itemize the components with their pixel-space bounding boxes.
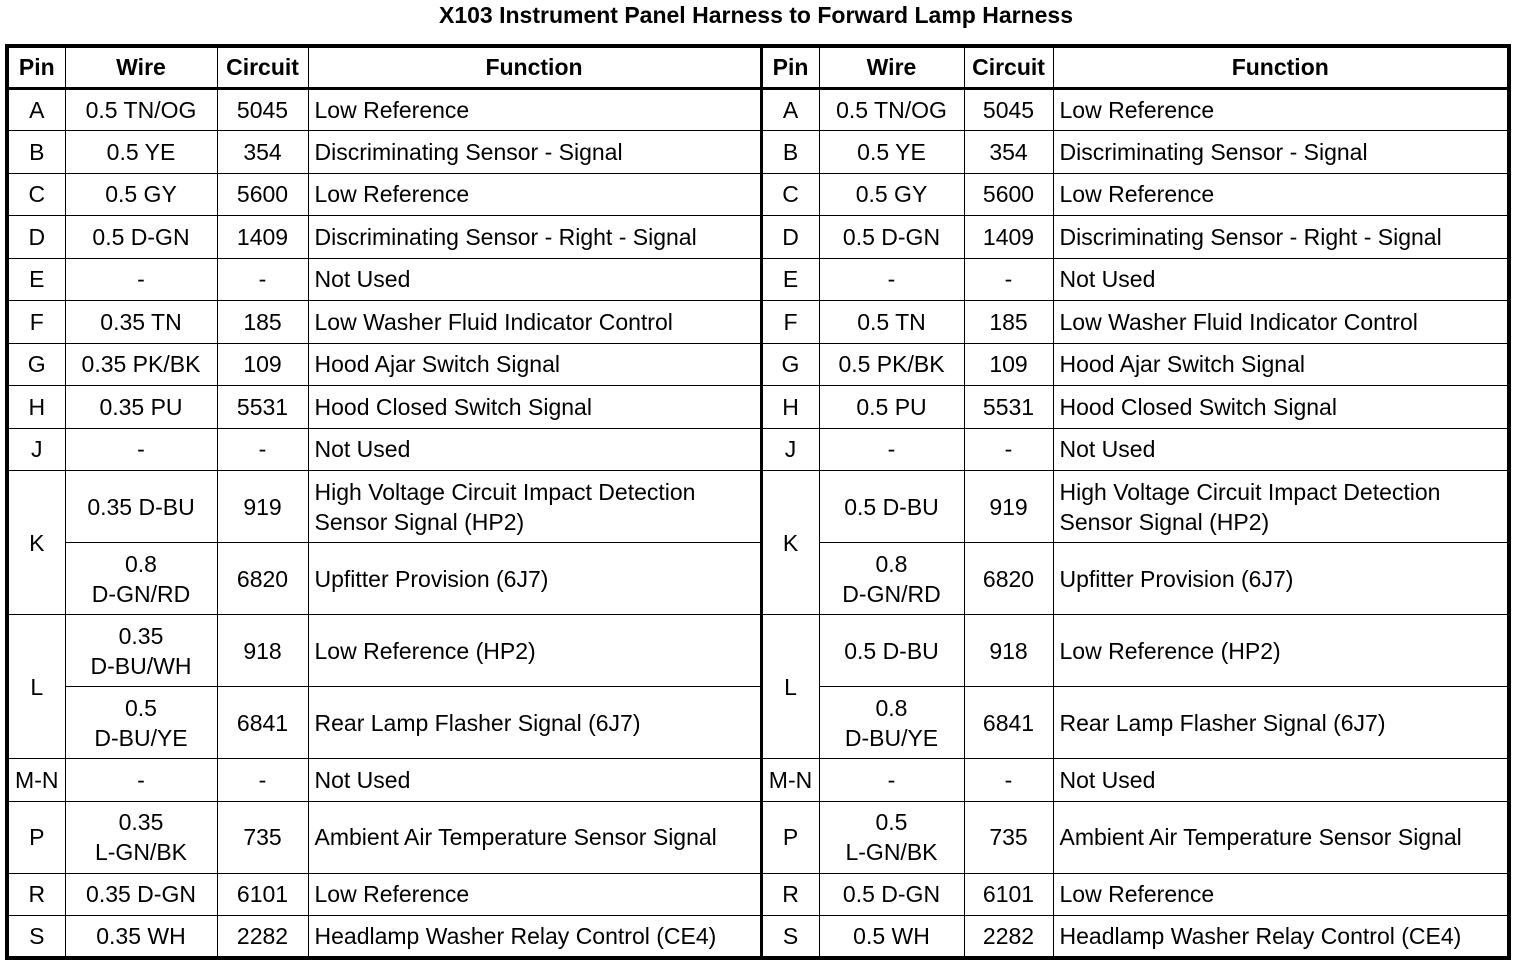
pin-cell: B bbox=[7, 131, 65, 174]
function-cell: Rear Lamp Flasher Signal (6J7) bbox=[1053, 687, 1509, 759]
function-cell: Low Reference (HP2) bbox=[1053, 615, 1509, 687]
circuit-cell: 735 bbox=[217, 801, 308, 873]
table-row bbox=[7, 471, 1509, 543]
function-cell: Ambient Air Temperature Sensor Signal bbox=[1053, 801, 1509, 873]
circuit-cell: 354 bbox=[964, 131, 1053, 174]
wire-cell: - bbox=[819, 258, 964, 301]
function-cell: Low Reference bbox=[1053, 873, 1509, 916]
pin-cell: K bbox=[7, 471, 65, 615]
wire-cell: - bbox=[819, 428, 964, 471]
pin-cell: G bbox=[761, 343, 819, 386]
circuit-cell: 5045 bbox=[217, 88, 308, 131]
function-cell: Hood Ajar Switch Signal bbox=[308, 343, 761, 386]
wire-cell: - bbox=[65, 258, 217, 301]
circuit-cell: - bbox=[964, 759, 1053, 802]
circuit-cell: - bbox=[217, 428, 308, 471]
header-pin: Pin bbox=[761, 46, 819, 88]
function-cell: Discriminating Sensor - Right - Signal bbox=[308, 216, 761, 259]
page-title: X103 Instrument Panel Harness to Forward Lamp Harness bbox=[439, 2, 1073, 28]
circuit-cell: 5531 bbox=[217, 386, 308, 429]
pin-cell: R bbox=[761, 873, 819, 916]
wire-cell: - bbox=[819, 759, 964, 802]
circuit-cell: 919 bbox=[964, 471, 1053, 543]
table-row bbox=[7, 301, 1509, 344]
wire-cell-line: L-GN/BK bbox=[94, 839, 188, 865]
circuit-cell: 5600 bbox=[217, 173, 308, 216]
table-row bbox=[7, 386, 1509, 429]
table-row bbox=[7, 258, 1509, 301]
pin-cell: S bbox=[761, 916, 819, 959]
circuit-cell: - bbox=[217, 258, 308, 301]
wire-cell: 0.35 D-GN bbox=[65, 873, 217, 916]
pin-cell: K bbox=[761, 471, 819, 615]
function-cell: Discriminating Sensor - Signal bbox=[1053, 131, 1509, 174]
function-cell: Low Reference bbox=[308, 88, 761, 131]
pin-cell: D bbox=[761, 216, 819, 259]
wire-cell: 0.35 D-BU bbox=[65, 471, 217, 543]
wire-cell-line: D-BU/YE bbox=[94, 724, 188, 751]
pin-cell: M-N bbox=[7, 759, 65, 802]
wire-cell-line: 0.35 bbox=[118, 809, 164, 835]
circuit-cell: 185 bbox=[217, 301, 308, 344]
header-wire: Wire bbox=[65, 46, 217, 88]
circuit-cell: 109 bbox=[217, 343, 308, 386]
function-cell: Not Used bbox=[1053, 759, 1509, 802]
pin-cell: C bbox=[761, 173, 819, 216]
wire-cell-line: D-GN/RD bbox=[842, 580, 941, 607]
wire-cell-line: 0.5 bbox=[875, 809, 908, 835]
pin-cell: J bbox=[761, 428, 819, 471]
circuit-cell: 6841 bbox=[217, 687, 308, 759]
table-row bbox=[7, 131, 1509, 174]
wire-cell-line: 0.5 bbox=[125, 694, 157, 721]
function-cell: Low Reference bbox=[1053, 88, 1509, 131]
wire-cell-line: 0.8 bbox=[875, 550, 908, 577]
wire-cell: 0.35 WH bbox=[65, 916, 217, 959]
function-cell: Discriminating Sensor - Signal bbox=[308, 131, 761, 174]
wire-cell: 0.5 TN bbox=[819, 301, 964, 344]
table-row bbox=[7, 216, 1509, 259]
table-row bbox=[7, 543, 1509, 615]
function-cell: Low Reference (HP2) bbox=[308, 615, 761, 687]
function-cell: Low Reference bbox=[1053, 173, 1509, 216]
function-cell: Not Used bbox=[1053, 428, 1509, 471]
circuit-cell: 1409 bbox=[964, 216, 1053, 259]
function-cell: Hood Ajar Switch Signal bbox=[1053, 343, 1509, 386]
pin-cell: D bbox=[7, 216, 65, 259]
pin-cell: G bbox=[7, 343, 65, 386]
pin-cell: C bbox=[7, 173, 65, 216]
pin-cell: M-N bbox=[761, 759, 819, 802]
pin-cell: E bbox=[761, 258, 819, 301]
table-row bbox=[7, 428, 1509, 471]
pin-cell: P bbox=[7, 801, 65, 873]
pin-cell: F bbox=[7, 301, 65, 344]
connector-table bbox=[5, 44, 1511, 960]
wire-cell-line: L-GN/BK bbox=[845, 839, 938, 865]
wire-cell: 0.35 PK/BK bbox=[65, 343, 217, 386]
function-cell-line: Sensor Signal (HP2) bbox=[314, 508, 525, 535]
header-row bbox=[7, 46, 1509, 88]
function-cell-line: Sensor Signal (HP2) bbox=[1059, 508, 1270, 535]
circuit-cell: 735 bbox=[964, 801, 1053, 873]
function-cell: Upfitter Provision (6J7) bbox=[1053, 543, 1509, 615]
wire-cell: 0.35 TN bbox=[65, 301, 217, 344]
wire-cell: 0.5 YE bbox=[65, 131, 217, 174]
wire-cell: 0.35 PU bbox=[65, 386, 217, 429]
function-cell: Low Reference bbox=[308, 173, 761, 216]
table-row bbox=[7, 801, 1509, 873]
wire-cell: - bbox=[65, 428, 217, 471]
circuit-cell: 2282 bbox=[217, 916, 308, 959]
pin-cell: P bbox=[761, 801, 819, 873]
pin-cell: B bbox=[761, 131, 819, 174]
circuit-cell: 6841 bbox=[964, 687, 1053, 759]
function-cell: Headlamp Washer Relay Control (CE4) bbox=[308, 916, 761, 959]
function-cell: Low Reference bbox=[308, 873, 761, 916]
pin-cell: R bbox=[7, 873, 65, 916]
wire-cell bbox=[65, 801, 217, 873]
circuit-cell: 6820 bbox=[217, 543, 308, 615]
function-cell: Low Washer Fluid Indicator Control bbox=[1053, 301, 1509, 344]
wire-cell: - bbox=[65, 759, 217, 802]
wire-cell: 0.5 WH bbox=[819, 916, 964, 959]
pin-cell: A bbox=[761, 88, 819, 131]
function-cell: Hood Closed Switch Signal bbox=[308, 386, 761, 429]
table-row bbox=[7, 687, 1509, 759]
header-pin: Pin bbox=[7, 46, 65, 88]
table-row bbox=[7, 873, 1509, 916]
wire-cell bbox=[819, 687, 964, 759]
pin-cell: H bbox=[7, 386, 65, 429]
pin-cell: E bbox=[7, 258, 65, 301]
wire-cell bbox=[65, 543, 217, 615]
wire-cell bbox=[65, 687, 217, 759]
function-cell-line: High Voltage Circuit Impact Detection bbox=[314, 478, 696, 505]
function-cell-line: High Voltage Circuit Impact Detection bbox=[1059, 478, 1441, 505]
function-cell: Ambient Air Temperature Sensor Signal bbox=[308, 801, 761, 873]
pin-cell: L bbox=[7, 615, 65, 759]
table-row bbox=[7, 88, 1509, 131]
function-cell bbox=[1053, 471, 1509, 543]
pin-cell: L bbox=[761, 615, 819, 759]
wire-cell-line: D-BU/YE bbox=[844, 724, 939, 751]
table-row bbox=[7, 615, 1509, 687]
wire-cell: 0.5 D-BU bbox=[819, 615, 964, 687]
wire-cell: 0.5 D-GN bbox=[819, 216, 964, 259]
wire-cell: 0.5 D-GN bbox=[819, 873, 964, 916]
wire-cell-line: D-GN/RD bbox=[91, 580, 191, 607]
wire-cell: 0.5 TN/OG bbox=[819, 88, 964, 131]
circuit-cell: 1409 bbox=[217, 216, 308, 259]
wire-cell-line: 0.8 bbox=[875, 694, 908, 721]
header-circuit: Circuit bbox=[217, 46, 308, 88]
circuit-cell: - bbox=[964, 428, 1053, 471]
wire-cell: 0.5 GY bbox=[65, 173, 217, 216]
function-cell: Discriminating Sensor - Right - Signal bbox=[1053, 216, 1509, 259]
circuit-cell: 2282 bbox=[964, 916, 1053, 959]
circuit-cell: 185 bbox=[964, 301, 1053, 344]
wire-cell: 0.5 D-BU bbox=[819, 471, 964, 543]
header-wire: Wire bbox=[819, 46, 964, 88]
circuit-cell: 109 bbox=[964, 343, 1053, 386]
wire-cell bbox=[819, 543, 964, 615]
circuit-cell: 919 bbox=[217, 471, 308, 543]
pin-cell: J bbox=[7, 428, 65, 471]
function-cell: Rear Lamp Flasher Signal (6J7) bbox=[308, 687, 761, 759]
circuit-cell: 918 bbox=[964, 615, 1053, 687]
wire-cell: 0.5 PK/BK bbox=[819, 343, 964, 386]
function-cell: Not Used bbox=[1053, 258, 1509, 301]
circuit-cell: 354 bbox=[217, 131, 308, 174]
function-cell: Headlamp Washer Relay Control (CE4) bbox=[1053, 916, 1509, 959]
function-cell: Not Used bbox=[308, 759, 761, 802]
table-row bbox=[7, 759, 1509, 802]
function-cell: Not Used bbox=[308, 258, 761, 301]
wire-cell: 0.5 PU bbox=[819, 386, 964, 429]
wire-cell: 0.5 YE bbox=[819, 131, 964, 174]
wire-cell: 0.5 GY bbox=[819, 173, 964, 216]
wire-cell-line: 0.8 bbox=[125, 550, 157, 577]
table-row bbox=[7, 343, 1509, 386]
wire-cell bbox=[65, 615, 217, 687]
circuit-cell: 918 bbox=[217, 615, 308, 687]
header-function: Function bbox=[1053, 46, 1509, 88]
wire-cell: 0.5 TN/OG bbox=[65, 88, 217, 131]
function-cell: Not Used bbox=[308, 428, 761, 471]
pin-cell: F bbox=[761, 301, 819, 344]
function-cell: Upfitter Provision (6J7) bbox=[308, 543, 761, 615]
wire-cell: 0.5 D-GN bbox=[65, 216, 217, 259]
circuit-cell: 5531 bbox=[964, 386, 1053, 429]
pin-cell: A bbox=[7, 88, 65, 131]
header-function: Function bbox=[308, 46, 761, 88]
pin-cell: H bbox=[761, 386, 819, 429]
circuit-cell: - bbox=[964, 258, 1053, 301]
header-circuit: Circuit bbox=[964, 46, 1053, 88]
circuit-cell: 6101 bbox=[217, 873, 308, 916]
circuit-cell: 5600 bbox=[964, 173, 1053, 216]
function-cell bbox=[308, 471, 761, 543]
wire-cell-line: 0.35 bbox=[118, 622, 164, 649]
function-cell: Hood Closed Switch Signal bbox=[1053, 386, 1509, 429]
circuit-cell: 6820 bbox=[964, 543, 1053, 615]
circuit-cell: 6101 bbox=[964, 873, 1053, 916]
pin-cell: S bbox=[7, 916, 65, 959]
circuit-cell: - bbox=[217, 759, 308, 802]
table-row bbox=[7, 916, 1509, 959]
table-row bbox=[7, 173, 1509, 216]
wire-cell bbox=[819, 801, 964, 873]
function-cell: Low Washer Fluid Indicator Control bbox=[308, 301, 761, 344]
circuit-cell: 5045 bbox=[964, 88, 1053, 131]
wire-cell-line: D-BU/WH bbox=[90, 652, 192, 679]
